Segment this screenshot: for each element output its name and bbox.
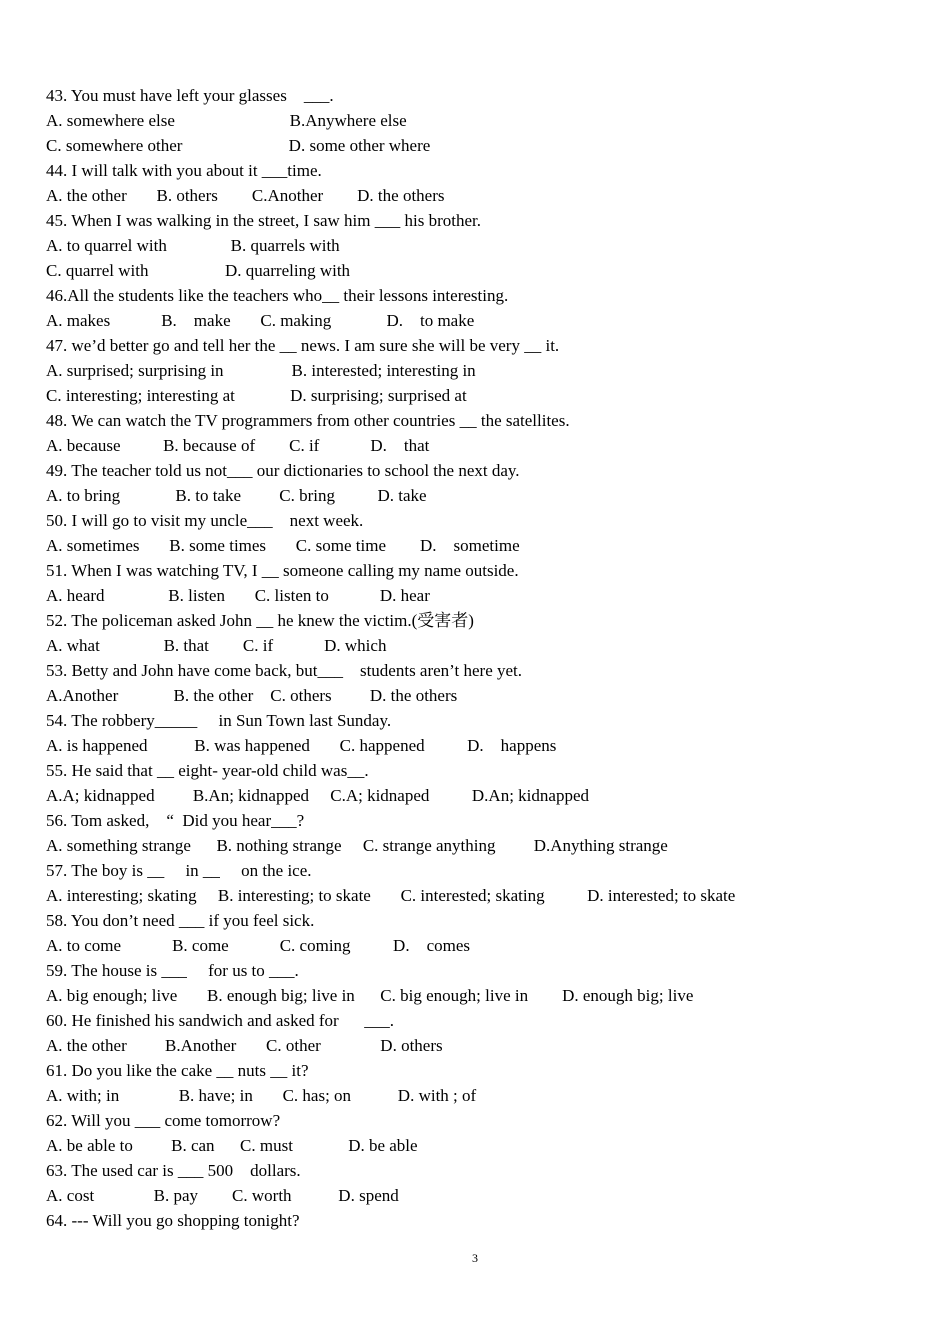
question-59: 59. The house is ___ for us to ___. (46, 961, 299, 980)
options-line: A. because B. because of C. if D. that (46, 436, 430, 455)
question-44: 44. I will talk with you about it ___time. (46, 161, 322, 180)
options-line: A.A; kidnapped B.An; kidnapped C.A; kidnaped D.An; kidnapped (46, 786, 589, 805)
options-line: A.Another B. the other C. others D. the others (46, 686, 458, 705)
options-line: A. big enough; live B. enough big; live in C. big enough; live in D. enough big; live (46, 986, 694, 1005)
question-43: 43. You must have left your glasses ___. (46, 86, 334, 105)
question-48: 48. We can watch the TV programmers from other countries __ the satellites. (46, 411, 570, 430)
options-line: A. interesting; skating B. interesting; to skate C. interested; skating D. interested; to skate (46, 886, 736, 905)
question-62: 62. Will you ___ come tomorrow? (46, 1111, 281, 1130)
options-line: A. cost B. pay C. worth D. spend (46, 1186, 399, 1205)
question-54: 54. The robbery_____ in Sun Town last Sunday. (46, 711, 392, 730)
page-number: 3 (472, 1251, 478, 1265)
options-line: A. to quarrel with B. quarrels with (46, 236, 340, 255)
options-line: A. what B. that C. if D. which (46, 636, 387, 655)
question-60: 60. He finished his sandwich and asked for ___. (46, 1011, 394, 1030)
options-line: A. be able to B. can C. must D. be able (46, 1136, 418, 1155)
question-50: 50. I will go to visit my uncle___ next week. (46, 511, 364, 530)
options-line: C. quarrel with D. quarreling with (46, 261, 351, 280)
options-line: A. surprised; surprising in B. interested; interesting in (46, 361, 476, 380)
question-49: 49. The teacher told us not___ our dictionaries to school the next day. (46, 461, 520, 480)
options-line: A. the other B. others C.Another D. the others (46, 186, 445, 205)
options-line: A. somewhere else B.Anywhere else (46, 111, 407, 130)
options-line: A. to bring B. to take C. bring D. take (46, 486, 427, 505)
question-63: 63. The used car is ___ 500 dollars. (46, 1161, 301, 1180)
question-45: 45. When I was walking in the street, I saw him ___ his brother. (46, 211, 481, 230)
options-line: A. heard B. listen C. listen to D. hear (46, 586, 430, 605)
question-53: 53. Betty and John have come back, but___ students aren’t here yet. (46, 661, 523, 680)
question-52: 52. The policeman asked John __ he knew the victim.(受害者) (46, 611, 474, 630)
options-line: A. makes B. make C. making D. to make (46, 311, 475, 330)
options-line: A. is happened B. was happened C. happened D. happens (46, 736, 557, 755)
question-61: 61. Do you like the cake __ nuts __ it? (46, 1061, 309, 1080)
options-line: A. sometimes B. some times C. some time D. sometime (46, 536, 520, 555)
question-46: 46.All the students like the teachers who__ their lessons interesting. (46, 286, 509, 305)
question-64: 64. --- Will you go shopping tonight? (46, 1211, 300, 1230)
question-57: 57. The boy is __ in __ on the ice. (46, 861, 312, 880)
options-line: C. interesting; interesting at D. surprising; surprised at (46, 386, 467, 405)
question-47: 47. we’d better go and tell her the __ news. I am sure she will be very __ it. (46, 336, 560, 355)
options-line: A. something strange B. nothing strange C. strange anything D.Anything strange (46, 836, 668, 855)
question-55: 55. He said that __ eight- year-old child was__. (46, 761, 369, 780)
options-line: C. somewhere other D. some other where (46, 136, 431, 155)
options-line: A. the other B.Another C. other D. others (46, 1036, 443, 1055)
question-51: 51. When I was watching TV, I __ someone calling my name outside. (46, 561, 519, 580)
question-56: 56. Tom asked, “ Did you hear___? (46, 811, 305, 830)
question-58: 58. You don’t need ___ if you feel sick. (46, 911, 315, 930)
options-line: A. to come B. come C. coming D. comes (46, 936, 471, 955)
options-line: A. with; in B. have; in C. has; on D. with ; of (46, 1086, 477, 1105)
